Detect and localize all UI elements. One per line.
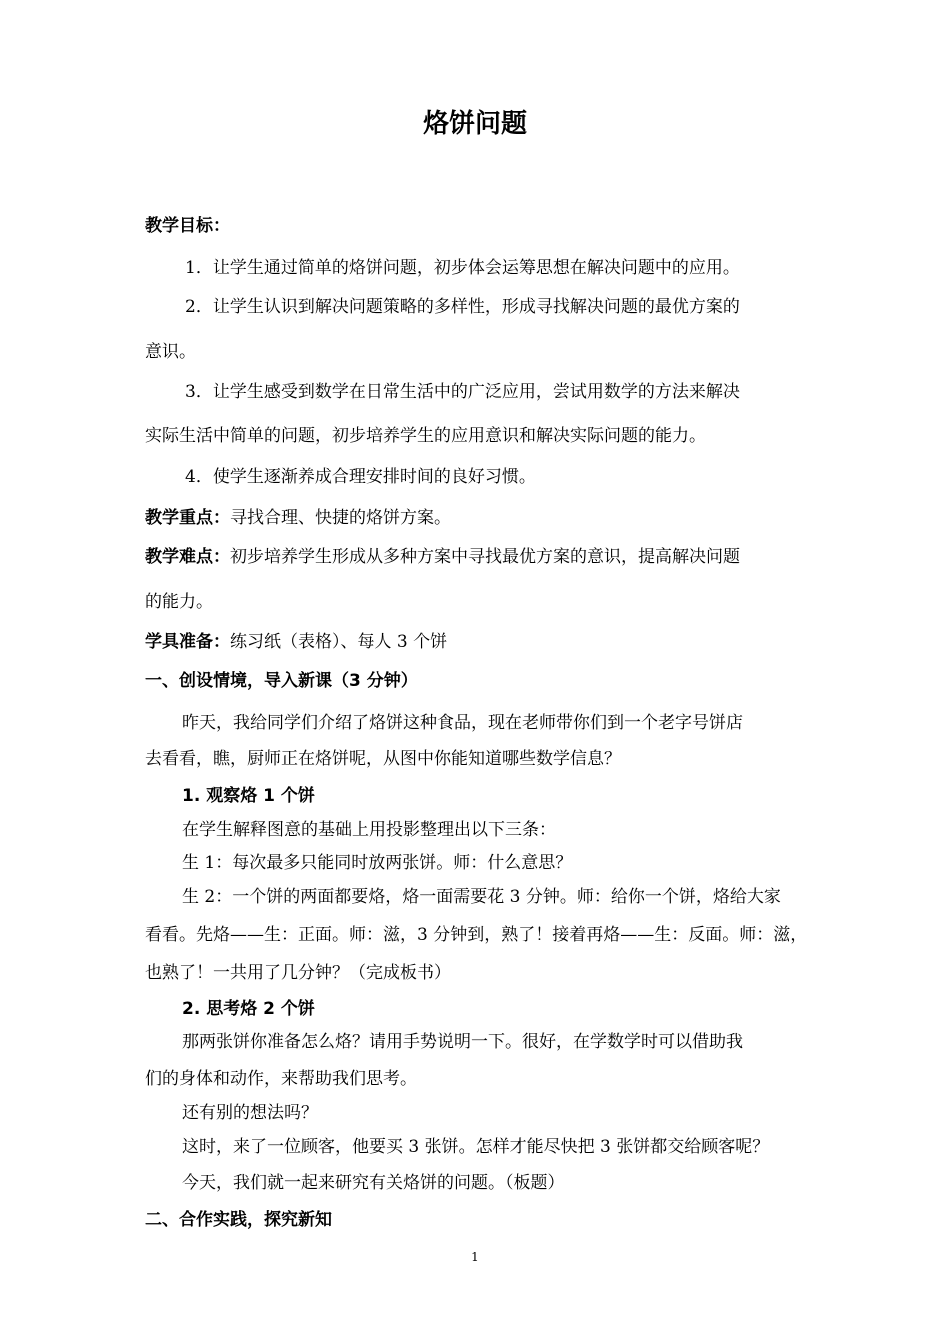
key-point-text: 寻找合理、快捷的烙饼方案。 bbox=[230, 508, 451, 528]
section-1-para-1-line-2: 去看看，瞧，厨师正在烙饼呢，从图中你能知道哪些数学信息？ bbox=[145, 749, 621, 769]
materials-label: 学具准备： bbox=[145, 632, 230, 652]
difficulty-text: 初步培养学生形成从多种方案中寻找最优方案的意识，提高解决问题 bbox=[230, 547, 740, 567]
goal-3-line-1: 3．让学生感受到数学在日常生活中的广泛应用，尝试用数学的方法来解决 bbox=[185, 382, 740, 402]
materials bbox=[145, 631, 810, 653]
goal-2-line-2: 意识。 bbox=[145, 342, 196, 362]
goals-heading: 教学目标： bbox=[145, 216, 230, 236]
page-number: 1 bbox=[471, 1250, 479, 1264]
section-1-para-6: 还有别的想法吗？ bbox=[182, 1103, 318, 1123]
section-1-para-5-line-2: 们的身体和动作，来帮助我们思考。 bbox=[145, 1069, 417, 1089]
subsection-2-heading: 2. 思考烙 2 个饼 bbox=[182, 999, 315, 1019]
key-point bbox=[145, 507, 810, 529]
section-1-para-8: 今天，我们就一起来研究有关烙饼的问题。（板题） bbox=[182, 1173, 565, 1193]
goal-4: 4．使学生逐渐养成合理安排时间的良好习惯。 bbox=[185, 467, 536, 487]
goal-2-line-1: 2．让学生认识到解决问题策略的多样性，形成寻找解决问题的最优方案的 bbox=[185, 297, 740, 317]
document-title: 烙饼问题 bbox=[422, 109, 527, 139]
section-1-para-7: 这时，来了一位顾客，他要买 3 张饼。怎样才能尽快把 3 张饼都交给顾客呢？ bbox=[182, 1137, 770, 1157]
difficulty-label: 教学难点： bbox=[145, 547, 230, 567]
section-1-para-3: 生 1：每次最多只能同时放两张饼。师：什么意思？ bbox=[182, 853, 573, 873]
materials-text: 练习纸（表格）、每人 3 个饼 bbox=[230, 632, 448, 652]
section-1-para-1-line-1: 昨天，我给同学们介绍了烙饼这种食品，现在老师带你们到一个老字号饼店 bbox=[182, 713, 743, 733]
section-1-para-4-line-1: 生 2：一个饼的两面都要烙，烙一面需要花 3 分钟。师：给你一个饼，烙给大家 bbox=[182, 887, 781, 907]
section-1-para-2: 在学生解释图意的基础上用投影整理出以下三条： bbox=[182, 820, 556, 840]
section-1-para-5-line-1: 那两张饼你准备怎么烙？请用手势说明一下。很好，在学数学时可以借助我 bbox=[182, 1032, 743, 1052]
difficulty-line-1 bbox=[145, 546, 810, 568]
difficulty-line-2: 的能力。 bbox=[145, 592, 213, 612]
section-1-heading: 一、创设情境，导入新课（3 分钟） bbox=[145, 671, 418, 691]
key-point-label: 教学重点： bbox=[145, 508, 230, 528]
goal-3-line-2: 实际生活中简单的问题，初步培养学生的应用意识和解决实际问题的能力。 bbox=[145, 426, 706, 446]
section-1-para-4-line-2: 看看。先烙——生：正面。师：滋，3 分钟到，熟了！接着再烙——生：反面。师：滋， bbox=[145, 925, 808, 945]
subsection-1-heading: 1. 观察烙 1 个饼 bbox=[182, 786, 315, 806]
section-1-para-4-line-3: 也熟了！一共用了几分钟？（完成板书） bbox=[145, 963, 451, 983]
section-2-heading: 二、合作实践，探究新知 bbox=[145, 1210, 332, 1230]
goal-1: 1．让学生通过简单的烙饼问题，初步体会运筹思想在解决问题中的应用。 bbox=[185, 258, 740, 278]
